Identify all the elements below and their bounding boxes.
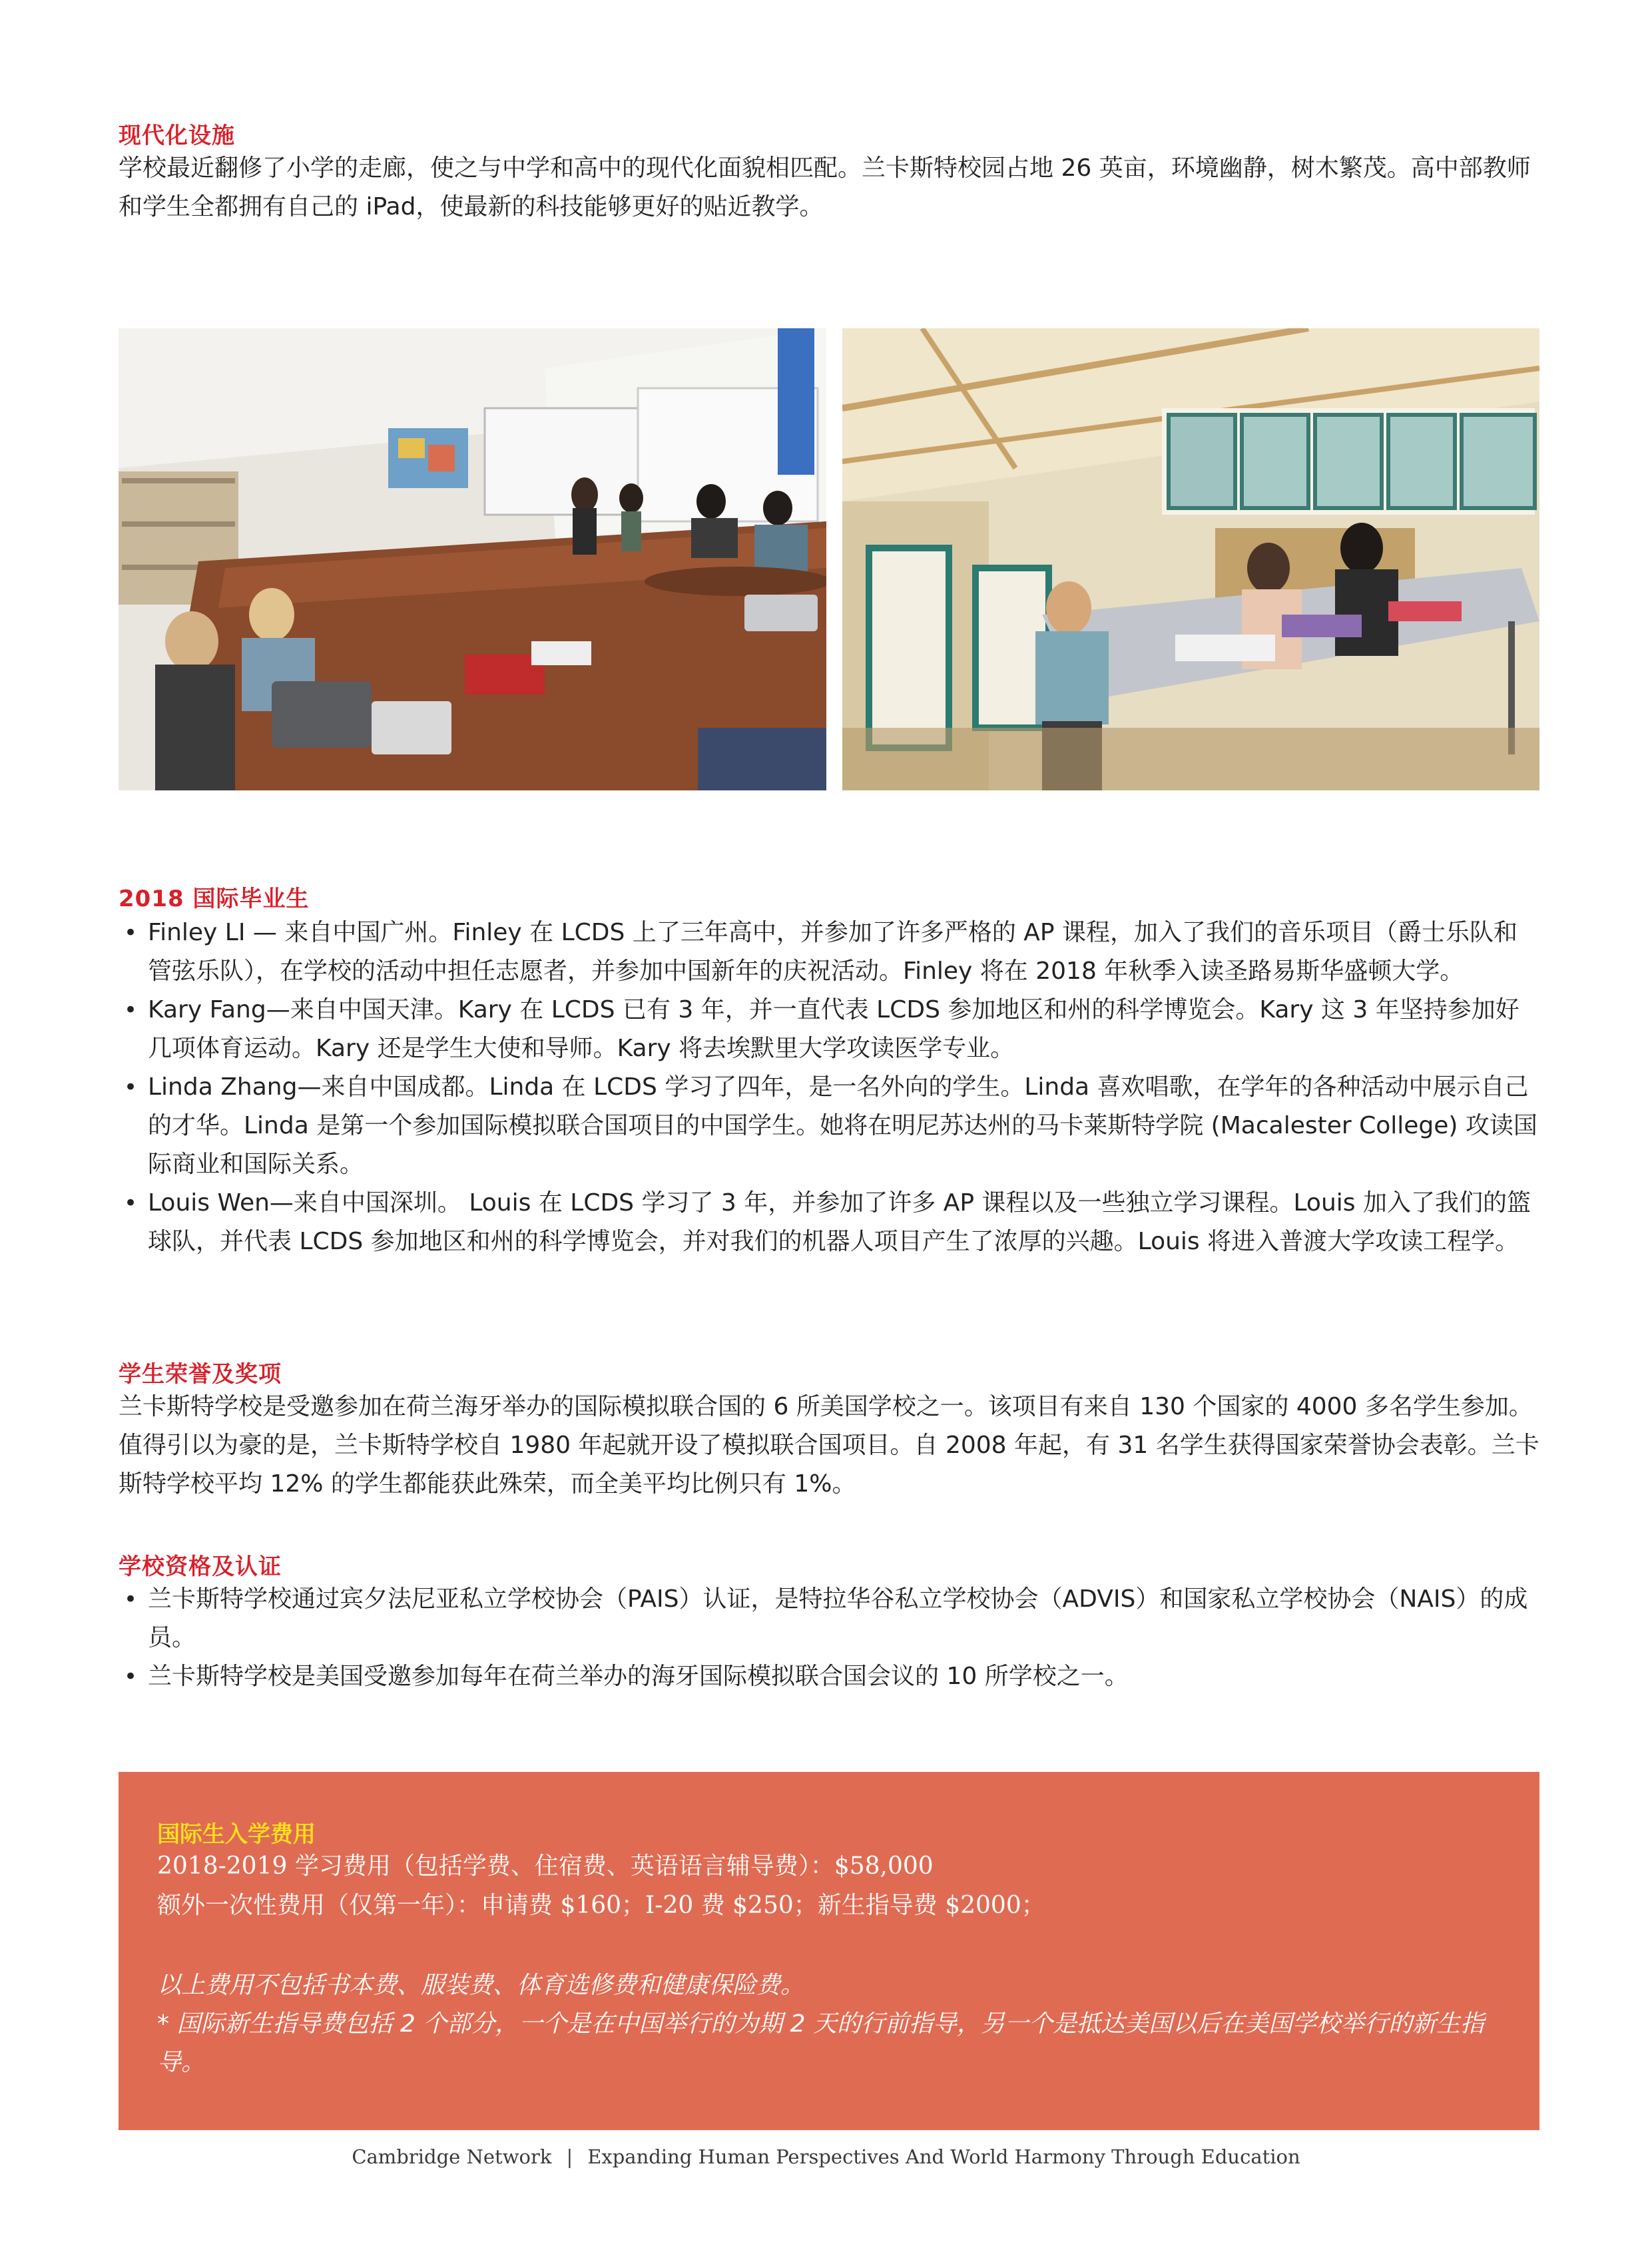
graduates-list bbox=[119, 914, 1539, 1261]
accreditation-pais: 兰卡斯特学校通过宾夕法尼亚私立学校协会（PAIS）认证，是特拉华谷私立学校协会（ADVIS）和国家私立学校协会（NAIS）的成员。 bbox=[148, 1585, 1528, 1651]
fees-exclusions-note: 以上费用不包括书本费、服装费、体育选修费和健康保险费。 bbox=[157, 1972, 805, 1999]
list-item bbox=[119, 914, 1539, 991]
page-footer bbox=[0, 2145, 1652, 2168]
fees-title: 国际生入学费用 bbox=[157, 1821, 316, 1848]
accreditation-mun: 兰卡斯特学校是美国受邀参加每年在荷兰举办的海牙国际模拟联合国会议的 10 所学校之一。 bbox=[148, 1663, 1129, 1690]
fees-box bbox=[119, 1772, 1539, 2130]
study-hall-scene-icon bbox=[842, 328, 1539, 790]
graduate-kary: Kary Fang—来自中国天津。Kary 在 LCDS 已有 3 年，并一直代表 LCDS 参加地区和州的科学博览会。Kary 这 3 年坚持参加好几项体育运动。Kary 还是学生大使和导师。Kary 将去埃默里大学攻读医学专业。 bbox=[148, 996, 1519, 1062]
bullet-icon: • bbox=[124, 1586, 138, 1613]
graduate-finley: Finley LI — 来自中国广州。Finley 在 LCDS 上了三年高中，并参加了许多严格的 AP 课程，加入了我们的音乐项目（爵士乐队和管弦乐队），在学校的活动中担任志愿者，并参加中国新年的庆祝活动。Finley 将在 2018 年秋季入读圣路易斯华盛顿大学。 bbox=[148, 919, 1518, 985]
list-item bbox=[119, 1068, 1539, 1184]
facilities-heading: 现代化设施 bbox=[119, 123, 235, 149]
bullet-icon: • bbox=[124, 920, 138, 946]
bullet-icon: • bbox=[124, 997, 138, 1023]
list-item bbox=[119, 1184, 1539, 1261]
graduates-heading: 2018 国际毕业生 bbox=[119, 886, 310, 912]
study-hall-photo bbox=[842, 328, 1539, 790]
facilities-text: 学校最近翻修了小学的走廊，使之与中学和高中的现代化面貌相匹配。兰卡斯特校园占地 26 英亩，环境幽静，树木繁茂。高中部教师和学生全都拥有自己的 iPad，使最新的科技能够更好的贴近教学。 bbox=[119, 154, 1531, 220]
classroom-scene-icon bbox=[119, 328, 826, 790]
accreditation-list bbox=[119, 1580, 1539, 1696]
graduate-linda: Linda Zhang—来自中国成都。Linda 在 LCDS 学习了四年，是一名外向的学生。Linda 喜欢唱歌，在学年的各种活动中展示自己的才华。Linda 是第一个参加国际模拟联合国项目的中国学生。她将在明尼苏达州的马卡莱斯特学院 (Macalester College) 攻读国际商业和国际关系。 bbox=[148, 1073, 1537, 1178]
accreditation-heading: 学校资格及认证 bbox=[119, 1553, 282, 1580]
classroom-photo bbox=[119, 328, 826, 790]
footer-separator: | bbox=[566, 2145, 573, 2168]
fees-tuition: 2018-2019 学习费用（包括学费、住宿费、英语语言辅导费）：$58,000 bbox=[157, 1852, 934, 1880]
list-item bbox=[119, 991, 1539, 1068]
list-item bbox=[119, 1580, 1539, 1657]
bullet-icon: • bbox=[124, 1190, 138, 1217]
fees-one-time: 额外一次性费用（仅第一年）：申请费 $160；I-20 费 $250；新生指导费 $2000； bbox=[157, 1892, 1045, 1919]
bullet-icon: • bbox=[124, 1663, 138, 1690]
honors-text: 兰卡斯特学校是受邀参加在荷兰海牙举办的国际模拟联合国的 6 所美国学校之一。该项目有来自 130 个国家的 4000 多名学生参加。值得引以为豪的是，兰卡斯特学校自 1980 年起就开设了模拟联合国项目。自 2008 年起，有 31 名学生获得国家荣誉协会表彰。兰卡斯特学校平均 12% 的学生都能获此殊荣，而全美平均比例只有 1%。 bbox=[119, 1393, 1539, 1498]
bullet-icon: • bbox=[124, 1074, 138, 1101]
footer-tagline: Expanding Human Perspectives And World Harmony Through Education bbox=[587, 2145, 1300, 2168]
list-item bbox=[119, 1657, 1539, 1696]
footer-brand: Cambridge Network bbox=[352, 2145, 552, 2168]
honors-heading: 学生荣誉及奖项 bbox=[119, 1361, 282, 1388]
graduate-louis: Louis Wen—来自中国深圳。 Louis 在 LCDS 学习了 3 年，并参加了许多 AP 课程以及一些独立学习课程。Louis 加入了我们的篮球队，并代表 LCDS 参加地区和州的科学博览会，并对我们的机器人项目产生了浓厚的兴趣。Louis 将进入普渡大学攻读工程学。 bbox=[148, 1189, 1531, 1255]
fees-orientation-note: * 国际新生指导费包括 2 个部分，一个是在中国举行的为期 2 天的行前指导，另一个是抵达美国以后在美国学校举行的新生指导。 bbox=[157, 2010, 1485, 2076]
